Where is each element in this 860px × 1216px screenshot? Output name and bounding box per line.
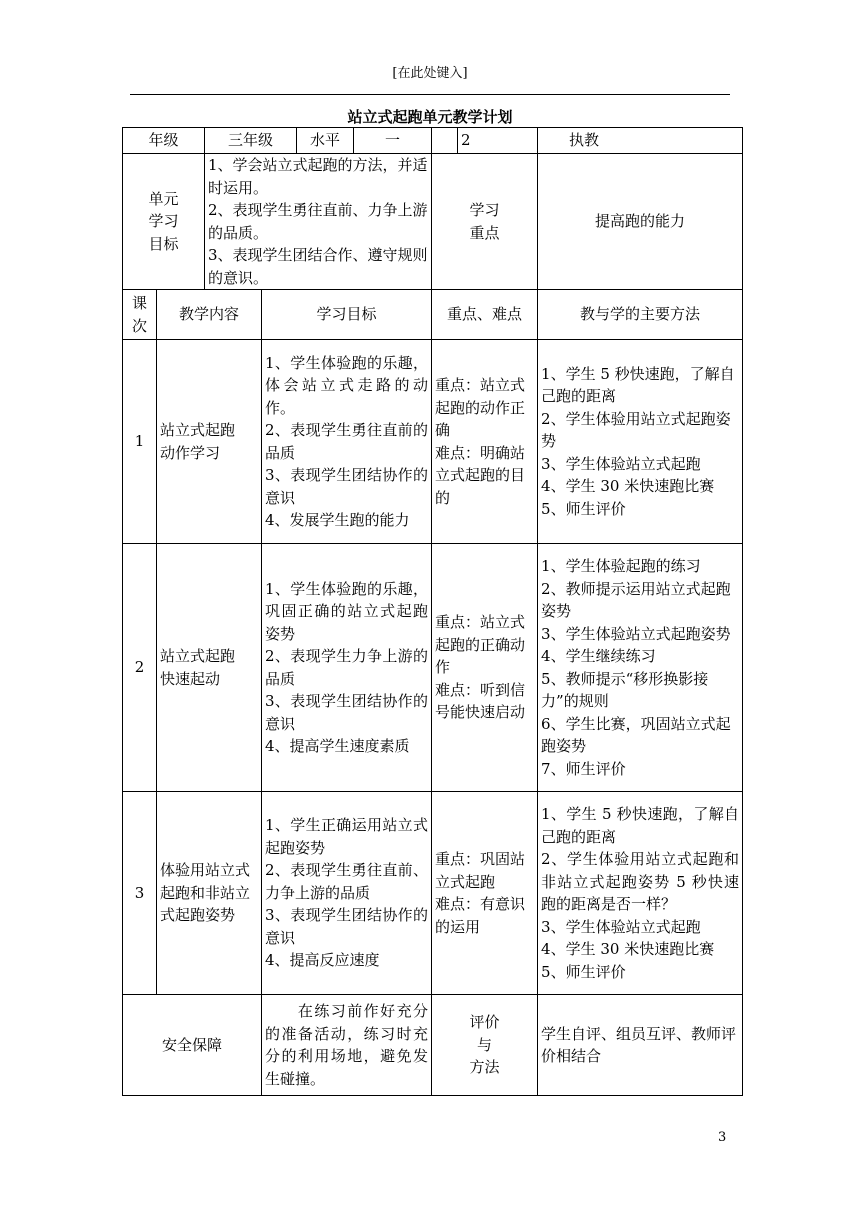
safety-label: 安全保障 [123,995,262,1096]
lesson-content: 体验用站立式起跑和非站立式起跑姿势 [157,792,262,995]
lesson-number: 1 [123,340,157,544]
lesson-objectives: 1、学生体验跑的乐趣，巩固正确的站立式起跑姿势 2、表现学生力争上游的品质 3、表现学生团结协作的意识 4、提高学生速度素质 [262,544,432,792]
unit-goal-text: 1、学会站立式起跑的方法，并适时运用。 2、表现学生勇往直前、力争上游的品质。 3、表现学生团结合作、遵守规则的意识。 [205,154,432,290]
lesson-plan-table [122,127,743,1096]
level-label: 水平 [297,128,354,154]
col-methods: 教与学的主要方法 [538,290,743,340]
lesson-objectives: 1、学生体验跑的乐趣，体会站立式走路的动作。 2、表现学生勇往直前的品质 3、表现学生团结协作的意识 4、发展学生跑的能力 [262,340,432,544]
teacher-cell: 执教 [538,128,743,154]
col-keypoints: 重点、难点 [432,290,538,340]
lesson-number: 3 [123,792,157,995]
lesson-methods: 1、学生 5 秒快速跑，了解自己跑的距离 2、学生体验用站立式起跑和非站立式起跑姿势 5 秒快速跑的距离是否一样？ 3、学生体验站立式起跑 4、学生 30 米快速跑比赛 5、师生评价 [538,792,743,995]
lesson-objectives: 1、学生正确运用站立式起跑姿势 2、表现学生勇往直前、力争上游的品质 3、表现学生团结协作的意识 4、提高反应速度 [262,792,432,995]
lesson-row [123,340,743,544]
lesson-content: 站立式起跑 快速起动 [157,544,262,792]
column-header-row [123,290,743,340]
lesson-content: 站立式起跑 动作学习 [157,340,262,544]
study-focus-label: 学习 重点 [432,154,538,290]
safety-text: 在练习前作好充分的准备活动，练习时充分的利用场地，避免发生碰撞。 [262,995,432,1096]
page-header: [在此处键入] [392,66,468,81]
unit-row [123,154,743,290]
study-focus-text: 提高跑的能力 [538,154,743,290]
unit-goal-label: 单元 学习 目标 [123,154,205,290]
lesson-row [123,544,743,792]
evaluation-label: 评价 与 方法 [432,995,538,1096]
level-value: 一 [354,128,432,154]
col-lesson-number: 课 次 [123,290,157,340]
page-number: 3 [718,1130,727,1145]
lessons-value: 2 [458,128,538,154]
info-row [123,128,743,154]
grade-value: 三年级 [205,128,297,154]
col-objectives: 学习目标 [262,290,432,340]
evaluation-text: 学生自评、组员互评、教师评价相结合 [538,995,743,1096]
lesson-row [123,792,743,995]
lesson-methods: 1、学生 5 秒快速跑，了解自己跑的距离 2、学生体验用站立式起跑姿势 3、学生体验站立式起跑 4、学生 30 米快速跑比赛 5、师生评价 [538,340,743,544]
lesson-keypoints: 重点：站立式起跑的正确动作 难点：听到信号能快速启动 [432,544,538,792]
lesson-keypoints: 重点：站立式起跑的动作正确 难点：明确站立式起跑的目的 [432,340,538,544]
footer-row [123,995,743,1096]
grade-label: 年级 [123,128,205,154]
lesson-number: 2 [123,544,157,792]
col-content: 教学内容 [157,290,262,340]
lesson-methods: 1、学生体验起跑的练习 2、教师提示运用站立式起跑姿势 3、学生体验站立式起跑姿势 4、学生继续练习 5、教师提示“移形换影接力”的规则 6、学生比赛，巩固站立式起跑姿势 7、师生评价 [538,544,743,792]
document-title: 站立式起跑单元教学计划 [347,108,513,126]
lesson-keypoints: 重点：巩固站立式起跑 难点：有意识的运用 [432,792,538,995]
lessons-label [432,128,458,154]
header-rule [130,94,730,95]
